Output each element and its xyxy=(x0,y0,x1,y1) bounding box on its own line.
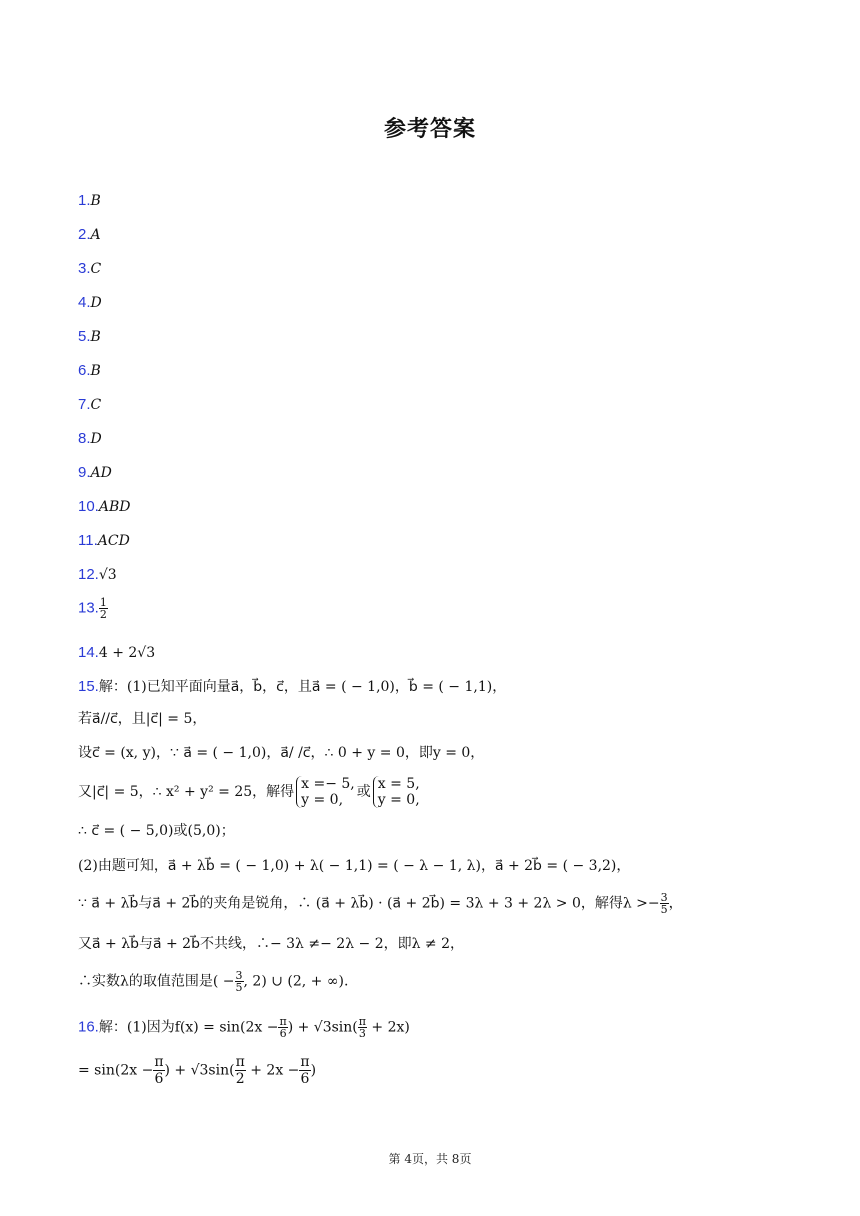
answer-number: 4. xyxy=(78,294,91,311)
fraction-numerator: 1 xyxy=(99,596,107,609)
q16-line-2 xyxy=(78,1054,316,1087)
q16-text: + 2x) xyxy=(366,1019,410,1036)
answer-text: D xyxy=(90,295,102,311)
answer-text: B xyxy=(90,193,101,209)
system-row: x = 5, xyxy=(377,776,420,792)
q15-text: 解：(1)已知平面向量a⃗，b⃗，c⃗，且a⃗ = ( − 1,0)，b⃗ = ( − 1,1)， xyxy=(98,679,507,695)
fraction-numerator: 3 xyxy=(235,969,243,982)
q16-line-1 xyxy=(78,1016,410,1039)
q15-line-3 xyxy=(78,742,484,764)
answer-number: 14. xyxy=(78,644,99,661)
answer-text: B xyxy=(90,329,101,345)
answer-number: 7. xyxy=(78,396,91,413)
q15-text: 又|c⃗| = 5，∴ x² + y² = 25，解得 xyxy=(78,784,295,800)
fraction-denominator: 2 xyxy=(235,1071,245,1087)
answer-text: √3 xyxy=(98,567,117,583)
answer-5 xyxy=(78,327,101,347)
fraction-denominator: 6 xyxy=(279,1027,287,1040)
answer-10 xyxy=(78,497,130,517)
answer-6 xyxy=(78,361,101,381)
fraction-numerator: π xyxy=(235,1054,245,1070)
answer-number: 9. xyxy=(78,464,91,481)
answer-text: C xyxy=(90,261,102,277)
fraction-denominator: 6 xyxy=(154,1071,164,1087)
q15-text: , 2) ∪ (2, + ∞). xyxy=(243,973,349,990)
fraction xyxy=(660,892,669,915)
answer-number: 8. xyxy=(78,430,91,447)
fraction xyxy=(99,597,108,620)
q16-text: ) + √3sin( xyxy=(164,1062,235,1079)
q15-text: ∴实数λ的取值范围是( − xyxy=(78,973,235,990)
answer-text: C xyxy=(90,397,102,413)
answer-text: AD xyxy=(90,465,112,481)
answer-7 xyxy=(78,395,101,415)
answer-number: 11. xyxy=(78,532,98,549)
answer-text: 4 + 2√3 xyxy=(98,645,156,661)
q15-text: 若a⃗//c⃗，且|c⃗| = 5， xyxy=(78,711,207,727)
fraction-numerator: π xyxy=(358,1015,366,1028)
q16-text: ) + √3sin( xyxy=(287,1019,358,1036)
answer-number: 10. xyxy=(78,498,99,515)
system-row: y = 0, xyxy=(301,792,344,808)
fraction-denominator: 6 xyxy=(300,1071,310,1087)
answer-3 xyxy=(78,259,101,279)
fraction-denominator: 2 xyxy=(99,608,107,621)
equation-system xyxy=(373,776,420,808)
answer-number: 12. xyxy=(78,566,99,583)
fraction-denominator: 5 xyxy=(660,903,668,916)
fraction xyxy=(278,1016,287,1039)
question-number: 16. xyxy=(78,1018,99,1036)
q15-line-7 xyxy=(78,892,683,915)
q16-text: + 2x − xyxy=(245,1062,300,1079)
answer-4 xyxy=(78,293,102,313)
answer-text: B xyxy=(90,363,101,379)
q15-line-6 xyxy=(78,855,630,877)
page-title: 参考答案 xyxy=(383,117,476,142)
answer-text: D xyxy=(90,431,102,447)
answer-8 xyxy=(78,429,102,449)
fraction-denominator: 5 xyxy=(235,981,243,994)
q15-line-2 xyxy=(78,708,206,730)
q15-text: ∵ a⃗ + λb⃗与a⃗ + 2b⃗的夹角是锐角，∴ (a⃗ + λb⃗) · (a⃗ + 2b⃗) = 3λ + 3 + 2λ > 0，解得λ >− xyxy=(78,895,660,912)
answer-9 xyxy=(78,463,112,483)
q15-text: 设c⃗ = (x, y)，∵ a⃗ = ( − 1,0)，a⃗/ /c⃗，∴ 0 + y = 0，即y = 0， xyxy=(78,745,485,761)
answer-number: 1. xyxy=(78,192,91,209)
answer-text: ACD xyxy=(97,533,130,549)
fraction-numerator: π xyxy=(279,1015,287,1028)
fraction-numerator: 3 xyxy=(660,891,668,904)
answer-14 xyxy=(78,643,155,663)
q15-line-9 xyxy=(78,970,348,993)
fraction xyxy=(153,1054,164,1087)
q15-line-8 xyxy=(78,933,464,955)
fraction-numerator: π xyxy=(300,1054,310,1070)
answer-number: 13. xyxy=(78,599,99,617)
q15-text: ∴ c⃗ = ( − 5,0)或(5,0)； xyxy=(78,823,235,839)
q15-line-1 xyxy=(78,676,506,698)
q16-text: ) xyxy=(310,1062,317,1079)
answer-number: 3. xyxy=(78,260,91,277)
answer-number: 6. xyxy=(78,362,91,379)
q16-text: = sin(2x − xyxy=(78,1062,154,1079)
system-row: y = 0, xyxy=(377,792,420,808)
answer-number: 5. xyxy=(78,328,91,345)
answer-2 xyxy=(78,225,101,245)
fraction xyxy=(299,1054,310,1087)
q15-text: (2)由题可知，a⃗ + λb⃗ = ( − 1,0) + λ( − 1,1) = ( − λ − 1, λ)，a⃗ + 2b⃗ = ( − 3,2)， xyxy=(78,858,631,874)
q15-text: 或 xyxy=(356,784,371,800)
fraction xyxy=(235,1054,246,1087)
equation-system xyxy=(296,776,355,808)
answer-text: A xyxy=(90,227,101,243)
answer-11 xyxy=(78,531,130,551)
answer-12 xyxy=(78,565,117,585)
question-number: 15. xyxy=(78,678,99,695)
page-footer: 第 4页，共 8页 xyxy=(388,1152,472,1166)
q15-text: ， xyxy=(668,895,683,912)
fraction xyxy=(235,970,244,993)
q15-text: 又a⃗ + λb⃗与a⃗ + 2b⃗不共线，∴− 3λ ≠− 2λ − 2，即λ ≠ 2， xyxy=(78,936,465,952)
q15-line-4 xyxy=(78,776,422,808)
fraction-numerator: π xyxy=(154,1054,164,1070)
fraction-denominator: 3 xyxy=(358,1027,366,1040)
q15-line-5 xyxy=(78,820,235,842)
q16-text: 解：(1)因为f(x) = sin(2x − xyxy=(98,1019,279,1036)
answer-text: ABD xyxy=(98,499,131,515)
system-row: x =− 5, xyxy=(301,776,355,792)
answer-number: 2. xyxy=(78,226,91,243)
answer-13 xyxy=(78,597,108,620)
fraction xyxy=(358,1016,367,1039)
answer-1 xyxy=(78,191,101,211)
